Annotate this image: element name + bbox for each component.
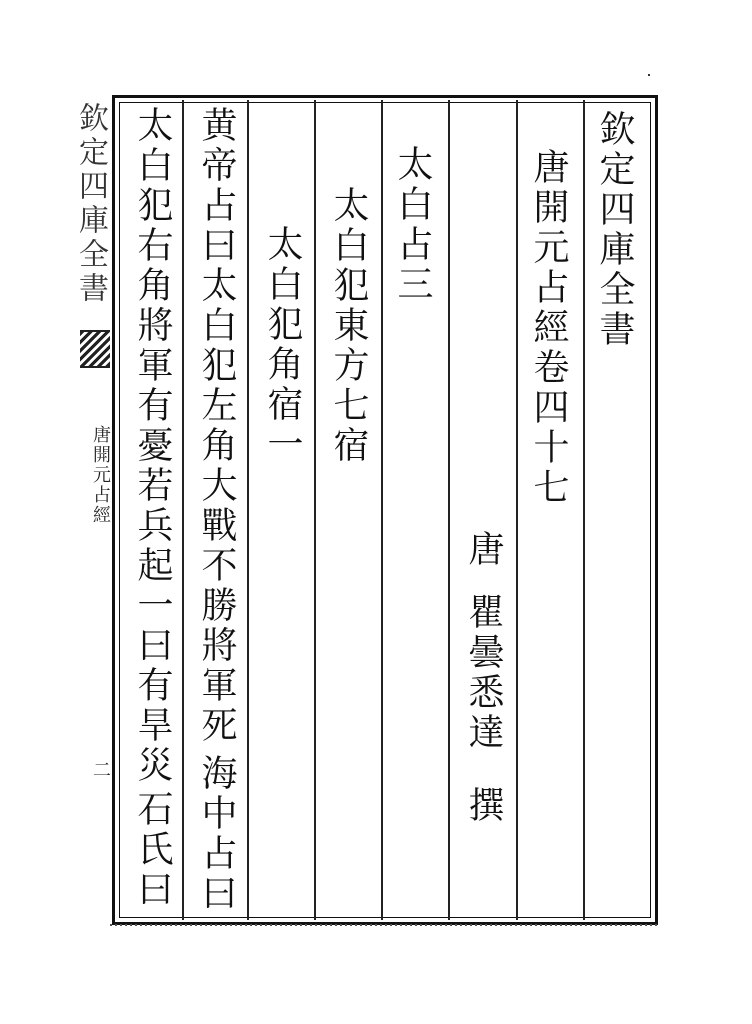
author-dynasty: 唐 (463, 530, 504, 570)
collection-title: 欽定四庫全書 (594, 110, 635, 350)
bottom-dotted-edge (110, 924, 660, 926)
column-rule (448, 100, 450, 920)
column-rule (247, 100, 249, 920)
section-subheading: 太白犯東方七宿 (328, 186, 369, 466)
column-rule (182, 100, 184, 920)
body-text-line-tail: 海中占曰 (196, 754, 237, 914)
body-text-line: 太白犯右角將軍有憂若兵起一曰有旱災 (132, 106, 173, 786)
paper-speck (648, 74, 650, 76)
column-rule (583, 100, 585, 920)
column-rule (314, 100, 316, 920)
margin-book-label: 唐開元占經 (90, 425, 111, 525)
author-verb: 撰 (463, 786, 504, 826)
page-frame (112, 95, 658, 925)
margin-series-label: 欽定四庫全書 (73, 102, 108, 306)
section-heading: 太白占三 (392, 145, 433, 305)
margin-page-number: 二 (90, 760, 111, 778)
section-subheading: 太白犯角宿一 (262, 225, 303, 465)
body-text-line-tail: 石氏曰 (132, 790, 173, 910)
body-text-line: 黄帝占曰太白犯左角大戰不勝將軍死 (196, 106, 237, 746)
fishtail-mark (80, 330, 110, 368)
book-title-volume: 唐開元占經卷四十七 (528, 148, 569, 508)
column-rule (516, 100, 518, 920)
author-name: 瞿曇悉達 (463, 593, 504, 753)
column-rule (381, 100, 383, 920)
